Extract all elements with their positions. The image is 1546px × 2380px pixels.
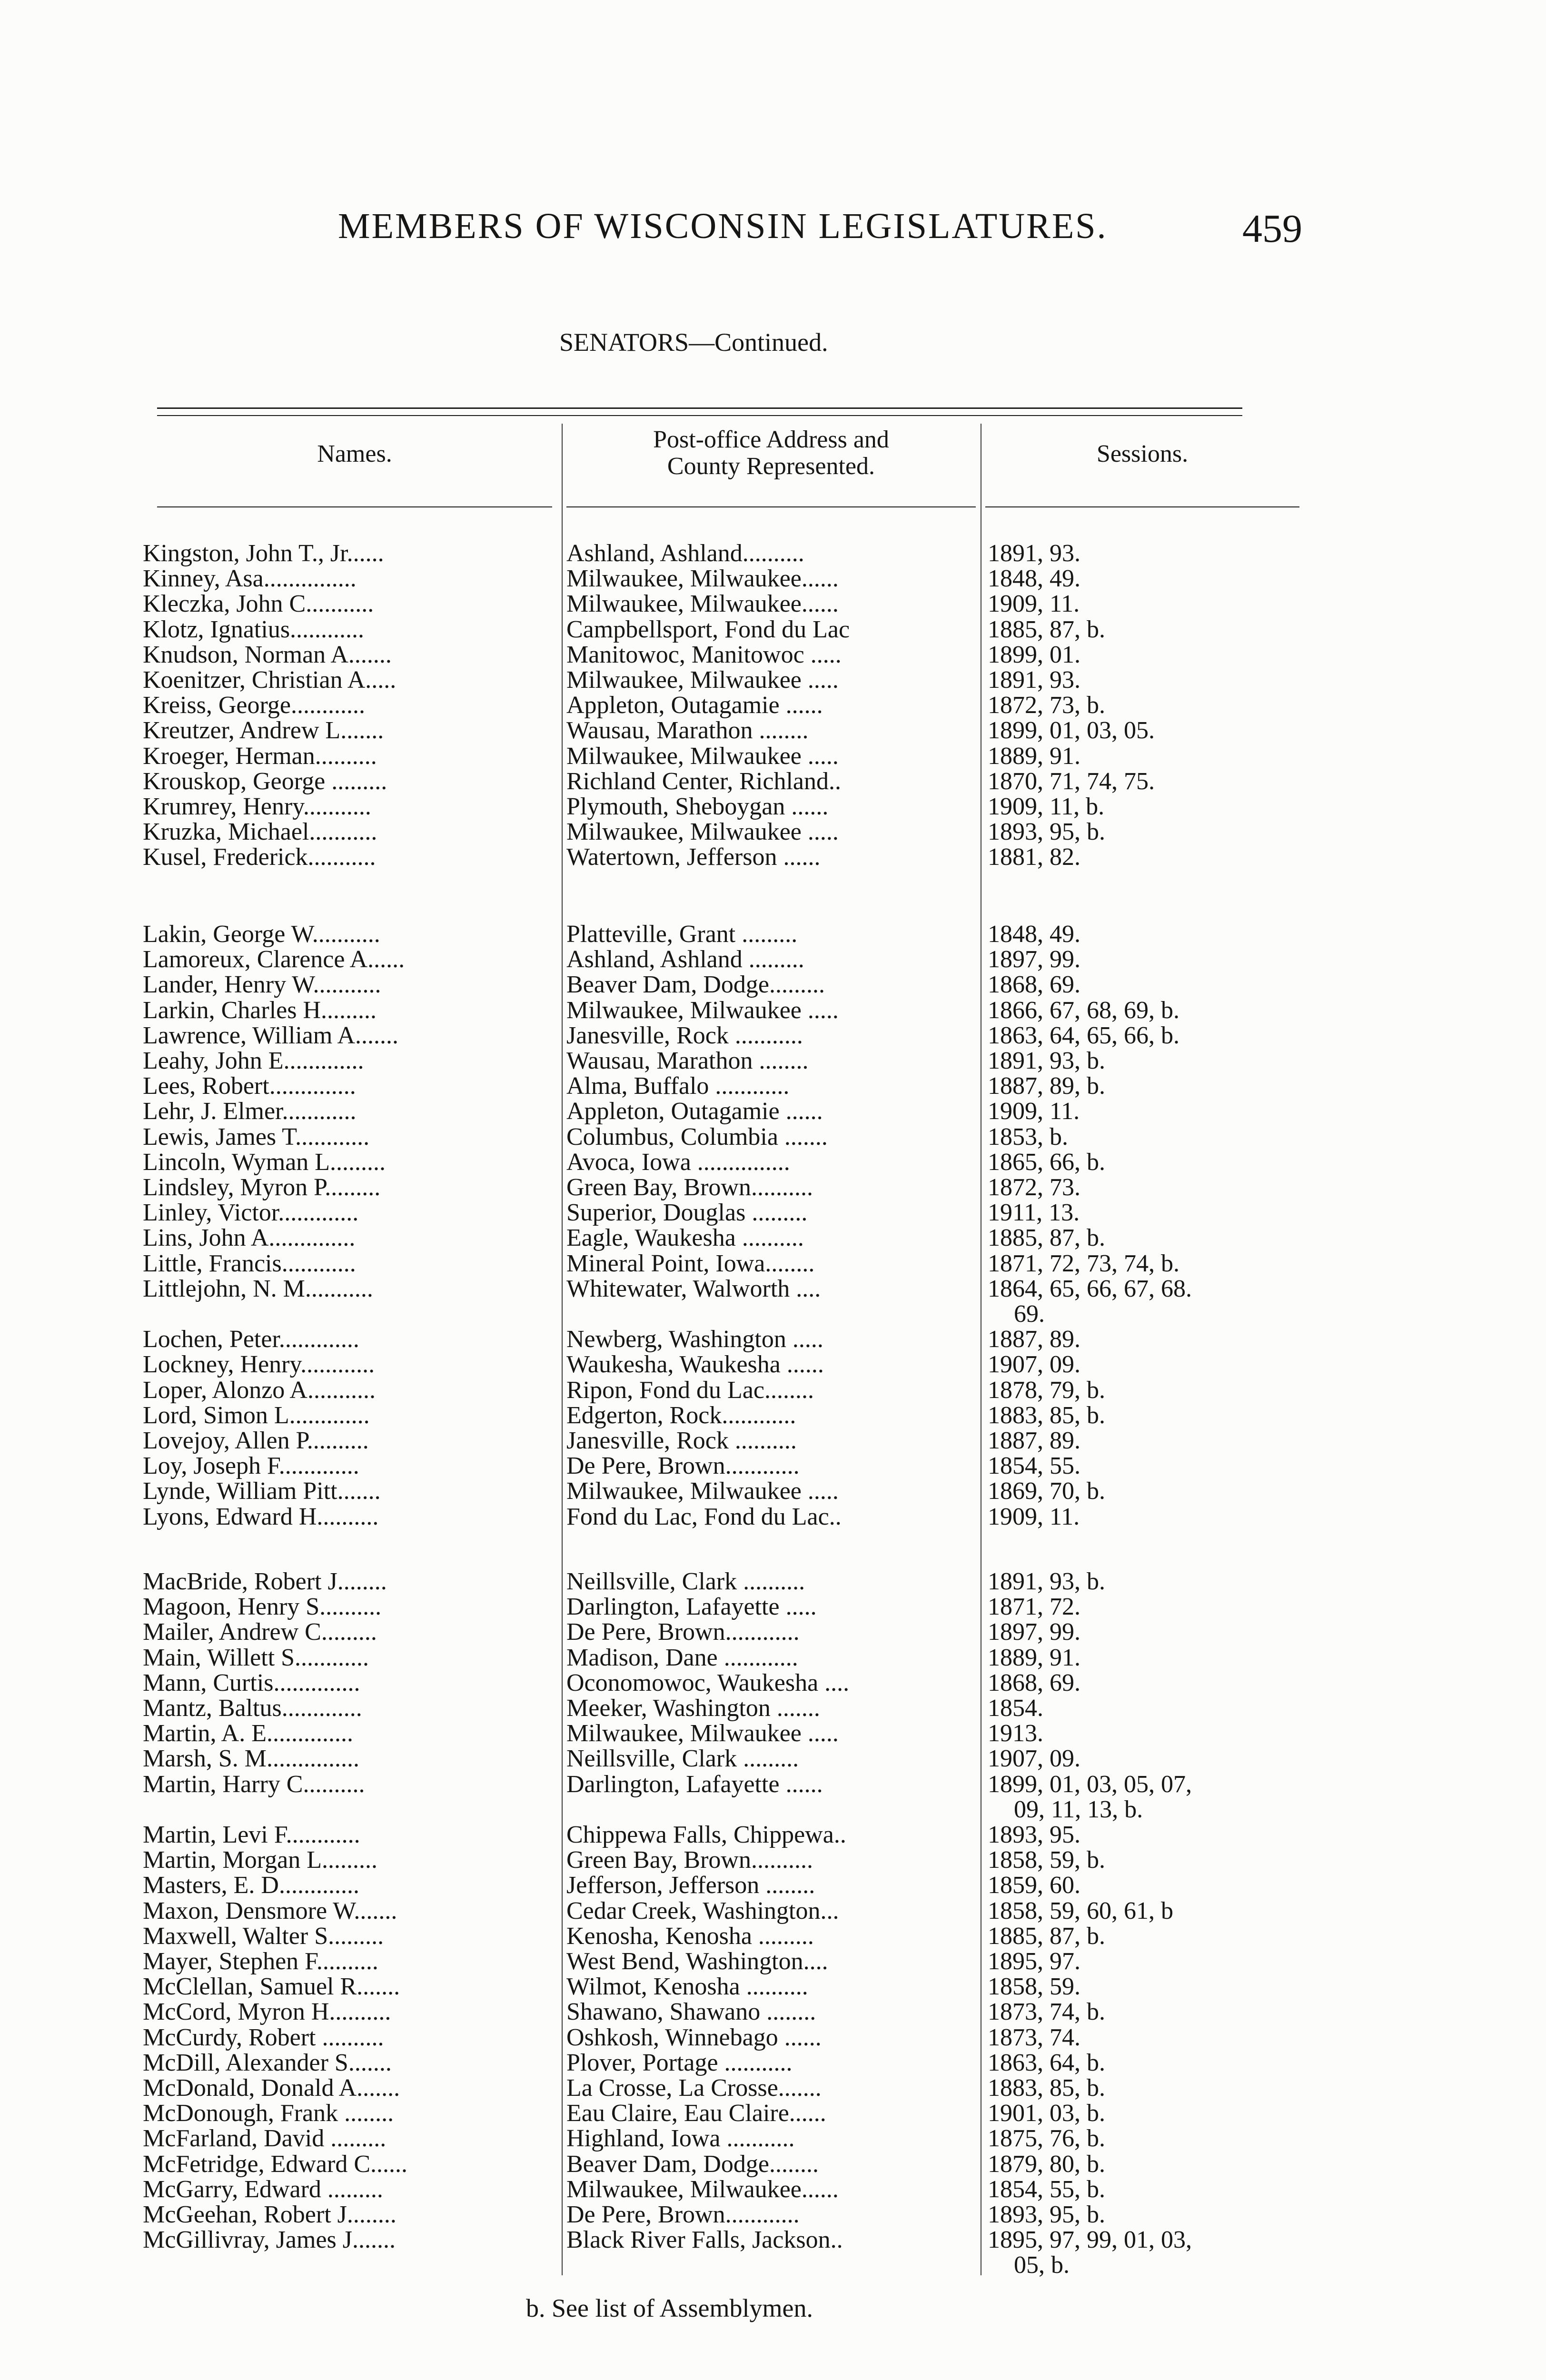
sessions-list: 1893, 95, b. bbox=[988, 818, 1105, 845]
post-office-address: Avoca, Iowa ............... bbox=[566, 1150, 790, 1175]
senator-name: Lincoln, Wyman L......... bbox=[143, 1150, 386, 1175]
sessions-list: 1911, 13. bbox=[988, 1199, 1080, 1226]
sessions-list: 1879, 80, b. bbox=[988, 2151, 1105, 2178]
senator-name: Kingston, John T., Jr...... bbox=[143, 541, 384, 566]
senator-name: Maxon, Densmore W....... bbox=[143, 1898, 397, 1924]
sessions-list: 1895, 97. bbox=[988, 1948, 1080, 1975]
post-office-address: Wausau, Marathon ........ bbox=[566, 1048, 809, 1074]
sessions-list: 1858, 59, 60, 61, b bbox=[988, 1897, 1173, 1924]
page-number: 459 bbox=[1242, 207, 1302, 251]
post-office-address: De Pere, Brown............ bbox=[566, 2202, 800, 2228]
post-office-address: Plover, Portage ........... bbox=[566, 2050, 793, 2076]
senator-name: Krouskop, George ......... bbox=[143, 769, 387, 794]
senator-name: Linley, Victor............. bbox=[143, 1200, 359, 1226]
sessions-list: 1887, 89, b. bbox=[988, 1072, 1105, 1100]
sessions-list: 1858, 59, b. bbox=[988, 1846, 1105, 1874]
senator-name: Krumrey, Henry........... bbox=[143, 794, 371, 820]
senator-name: Lander, Henry W........... bbox=[143, 972, 381, 998]
header-bottom-rule-sessions bbox=[985, 506, 1299, 507]
sessions-list: 1872, 73, b. bbox=[988, 692, 1105, 719]
post-office-address: Cedar Creek, Washington... bbox=[566, 1898, 839, 1924]
sessions-list: 1887, 89. bbox=[988, 1326, 1080, 1353]
post-office-address: Neillsville, Clark ......... bbox=[566, 1746, 799, 1772]
senator-name: McGillivray, James J....... bbox=[143, 2227, 396, 2253]
post-office-address: Milwaukee, Milwaukee ..... bbox=[566, 744, 839, 769]
sessions-list: 1883, 85, b. bbox=[988, 2074, 1105, 2102]
senator-name: Lehr, J. Elmer............ bbox=[143, 1099, 357, 1124]
senator-name: McCurdy, Robert .......... bbox=[143, 2025, 384, 2051]
post-office-address: Superior, Douglas ......... bbox=[566, 1200, 808, 1226]
post-office-address: Edgerton, Rock............ bbox=[566, 1403, 796, 1428]
post-office-address: Janesville, Rock ........... bbox=[566, 1023, 803, 1049]
post-office-address: Kenosha, Kenosha ......... bbox=[566, 1924, 814, 1949]
senator-name: McGarry, Edward ......... bbox=[143, 2177, 383, 2202]
senator-name: Leahy, John E............. bbox=[143, 1048, 364, 1074]
senator-name: Lewis, James T............ bbox=[143, 1124, 370, 1150]
senator-name: Lees, Robert.............. bbox=[143, 1073, 356, 1099]
post-office-address: Janesville, Rock .......... bbox=[566, 1428, 797, 1454]
post-office-address: Green Bay, Brown.......... bbox=[566, 1175, 813, 1200]
column-header-address bbox=[566, 426, 976, 480]
post-office-address: Milwaukee, Milwaukee ..... bbox=[566, 819, 839, 845]
post-office-address: Alma, Buffalo ............ bbox=[566, 1073, 790, 1099]
senator-name: Lakin, George W........... bbox=[143, 922, 380, 947]
sessions-list: 1899, 01, 03, 05, 07, bbox=[988, 1771, 1192, 1798]
sessions-list: 1889, 91. bbox=[988, 743, 1080, 770]
senator-name: Larkin, Charles H......... bbox=[143, 998, 377, 1023]
post-office-address: Milwaukee, Milwaukee...... bbox=[566, 2177, 839, 2202]
sessions-list: 1863, 64, b. bbox=[988, 2049, 1105, 2076]
sessions-list: 1854, 55, b. bbox=[988, 2176, 1105, 2203]
sessions-list: 1865, 66, b. bbox=[988, 1149, 1105, 1176]
post-office-address: Shawano, Shawano ........ bbox=[566, 1999, 816, 2025]
column-header-names: Names. bbox=[317, 440, 392, 467]
senator-name: McGeehan, Robert J........ bbox=[143, 2202, 396, 2228]
sessions-list: 1909, 11. bbox=[988, 590, 1080, 617]
post-office-address: Campbellsport, Fond du Lac bbox=[566, 617, 850, 643]
sessions-list: 1901, 03, b. bbox=[988, 2100, 1105, 2127]
sessions-list: 1868, 69. bbox=[988, 971, 1080, 998]
senator-name: McFetridge, Edward C...... bbox=[143, 2152, 408, 2177]
post-office-address: Eagle, Waukesha .......... bbox=[566, 1225, 804, 1251]
senator-name: Martin, Levi F............ bbox=[143, 1822, 360, 1848]
senator-name: Marsh, S. M............... bbox=[143, 1746, 360, 1772]
header-bottom-rule-names bbox=[157, 506, 552, 507]
senator-name: McDill, Alexander S....... bbox=[143, 2050, 392, 2076]
sessions-list: 1889, 91. bbox=[988, 1644, 1080, 1671]
post-office-address: Wausau, Marathon ........ bbox=[566, 718, 809, 744]
sessions-continuation: 05, b. bbox=[1014, 2251, 1070, 2279]
senator-name: Koenitzer, Christian A..... bbox=[143, 667, 396, 693]
post-office-address: Darlington, Lafayette ..... bbox=[566, 1594, 817, 1620]
senator-name: McCord, Myron H.......... bbox=[143, 1999, 391, 2025]
sessions-list: 1899, 01. bbox=[988, 641, 1080, 668]
senator-name: Mayer, Stephen F.......... bbox=[143, 1949, 378, 1974]
senator-name: McFarland, David ......... bbox=[143, 2126, 386, 2152]
senator-name: Little, Francis............ bbox=[143, 1251, 356, 1277]
senator-name: Martin, A. E.............. bbox=[143, 1721, 353, 1746]
sessions-list: 1895, 97, 99, 01, 03, bbox=[988, 2226, 1192, 2253]
post-office-address: De Pere, Brown............ bbox=[566, 1453, 800, 1479]
post-office-address: De Pere, Brown............ bbox=[566, 1619, 800, 1645]
sessions-list: 1893, 95. bbox=[988, 1821, 1080, 1848]
post-office-address: Plymouth, Sheboygan ...... bbox=[566, 794, 829, 820]
post-office-address: Green Bay, Brown.......... bbox=[566, 1847, 813, 1873]
sessions-continuation: 69. bbox=[1014, 1300, 1045, 1328]
section-title: SENATORS—Continued. bbox=[559, 328, 828, 357]
footnote: b. See list of Assemblymen. bbox=[526, 2294, 813, 2322]
sessions-list: 1893, 95, b. bbox=[988, 2201, 1105, 2228]
sessions-list: 1883, 85, b. bbox=[988, 1402, 1105, 1429]
post-office-address: Watertown, Jefferson ...... bbox=[566, 844, 821, 870]
sessions-list: 1885, 87, b. bbox=[988, 616, 1105, 643]
senator-name: Klotz, Ignatius............ bbox=[143, 617, 365, 643]
post-office-address: Oshkosh, Winnebago ...... bbox=[566, 2025, 822, 2051]
column-header-sessions: Sessions. bbox=[1096, 440, 1189, 467]
senator-name: Lindsley, Myron P......... bbox=[143, 1175, 381, 1200]
senator-name: Lawrence, William A....... bbox=[143, 1023, 399, 1049]
post-office-address: Milwaukee, Milwaukee ..... bbox=[566, 998, 839, 1023]
running-header: MEMBERS OF WISCONSIN LEGISLATURES. bbox=[338, 206, 1108, 246]
senator-name: Mann, Curtis.............. bbox=[143, 1670, 360, 1696]
post-office-address: Chippewa Falls, Chippewa.. bbox=[566, 1822, 846, 1848]
post-office-address: Fond du Lac, Fond du Lac.. bbox=[566, 1504, 842, 1530]
post-office-address: Neillsville, Clark .......... bbox=[566, 1569, 805, 1595]
post-office-address: Columbus, Columbia ....... bbox=[566, 1124, 828, 1150]
sessions-list: 1891, 93. bbox=[988, 540, 1080, 567]
post-office-address: West Bend, Washington.... bbox=[566, 1949, 828, 1974]
sessions-list: 1891, 93. bbox=[988, 666, 1080, 694]
post-office-address: Manitowoc, Manitowoc ..... bbox=[566, 642, 842, 668]
senator-name: Knudson, Norman A....... bbox=[143, 642, 392, 668]
senator-name: Kleczka, John C........... bbox=[143, 591, 374, 617]
sessions-list: 1913. bbox=[988, 1720, 1043, 1747]
sessions-list: 1887, 89. bbox=[988, 1427, 1080, 1454]
senator-name: Magoon, Henry S.......... bbox=[143, 1594, 382, 1620]
post-office-address: Wilmot, Kenosha .......... bbox=[566, 1974, 808, 2000]
senator-name: Kreiss, George............ bbox=[143, 693, 365, 718]
sessions-list: 1870, 71, 74, 75. bbox=[988, 768, 1155, 795]
sessions-list: 1854, 55. bbox=[988, 1452, 1080, 1479]
senator-name: Lovejoy, Allen P.......... bbox=[143, 1428, 369, 1454]
sessions-list: 1899, 01, 03, 05. bbox=[988, 717, 1155, 744]
table-top-rule-thin bbox=[157, 415, 1242, 416]
post-office-address: Highland, Iowa ........... bbox=[566, 2126, 795, 2152]
post-office-address: Meeker, Washington ....... bbox=[566, 1696, 820, 1721]
post-office-address: Eau Claire, Eau Claire...... bbox=[566, 2101, 826, 2126]
sessions-list: 1848, 49. bbox=[988, 921, 1080, 948]
post-office-address: Appleton, Outagamie ...... bbox=[566, 693, 823, 718]
sessions-list: 1866, 67, 68, 69, b. bbox=[988, 997, 1179, 1024]
column-divider-1 bbox=[562, 424, 563, 2275]
column-header-address-line2: County Represented. bbox=[667, 453, 875, 480]
post-office-address: Ashland, Ashland ......... bbox=[566, 947, 804, 972]
post-office-address: Milwaukee, Milwaukee ..... bbox=[566, 1478, 839, 1504]
sessions-list: 1878, 79, b. bbox=[988, 1377, 1105, 1404]
sessions-list: 1885, 87, b. bbox=[988, 1923, 1105, 1950]
post-office-address: Milwaukee, Milwaukee ..... bbox=[566, 1721, 839, 1746]
sessions-list: 1848, 49. bbox=[988, 565, 1080, 592]
sessions-list: 1859, 60. bbox=[988, 1872, 1080, 1899]
post-office-address: La Crosse, La Crosse....... bbox=[566, 2075, 822, 2101]
header-bottom-rule-address bbox=[566, 506, 976, 507]
sessions-list: 1863, 64, 65, 66, b. bbox=[988, 1022, 1179, 1049]
sessions-list: 1891, 93, b. bbox=[988, 1568, 1105, 1595]
senator-name: McClellan, Samuel R....... bbox=[143, 1974, 400, 2000]
post-office-address: Milwaukee, Milwaukee...... bbox=[566, 591, 839, 617]
senator-name: Lockney, Henry............ bbox=[143, 1352, 375, 1378]
post-office-address: Beaver Dam, Dodge........ bbox=[566, 2152, 819, 2177]
post-office-address: Darlington, Lafayette ...... bbox=[566, 1772, 823, 1797]
sessions-list: 1891, 93, b. bbox=[988, 1047, 1105, 1074]
sessions-list: 1868, 69. bbox=[988, 1669, 1080, 1696]
sessions-list: 1885, 87, b. bbox=[988, 1224, 1105, 1251]
sessions-list: 1881, 82. bbox=[988, 843, 1080, 871]
senator-name: Kruzka, Michael........... bbox=[143, 819, 377, 845]
sessions-list: 1873, 74, b. bbox=[988, 1998, 1105, 2025]
post-office-address: Ripon, Fond du Lac........ bbox=[566, 1378, 814, 1403]
senator-name: Loper, Alonzo A........... bbox=[143, 1378, 376, 1403]
senator-name: McDonough, Frank ........ bbox=[143, 2101, 394, 2126]
senator-name: McDonald, Donald A....... bbox=[143, 2075, 400, 2101]
table-top-rule bbox=[157, 407, 1242, 409]
post-office-address: Ashland, Ashland.......... bbox=[566, 541, 804, 566]
sessions-list: 1909, 11. bbox=[988, 1503, 1080, 1530]
senator-name: MacBride, Robert J........ bbox=[143, 1569, 387, 1595]
senator-name: Lins, John A.............. bbox=[143, 1225, 356, 1251]
post-office-address: Madison, Dane ............ bbox=[566, 1645, 798, 1671]
sessions-list: 1872, 73. bbox=[988, 1174, 1080, 1201]
senator-name: Loy, Joseph F............. bbox=[143, 1453, 359, 1479]
post-office-address: Milwaukee, Milwaukee...... bbox=[566, 566, 839, 592]
post-office-address: Waukesha, Waukesha ...... bbox=[566, 1352, 824, 1378]
senator-name: Main, Willett S............ bbox=[143, 1645, 369, 1671]
post-office-address: Mineral Point, Iowa........ bbox=[566, 1251, 815, 1277]
senator-name: Lyons, Edward H.......... bbox=[143, 1504, 379, 1530]
sessions-list: 1854. bbox=[988, 1695, 1043, 1722]
senator-name: Lynde, William Pitt....... bbox=[143, 1478, 381, 1504]
sessions-list: 1871, 72, 73, 74, b. bbox=[988, 1250, 1179, 1277]
sessions-list: 1907, 09. bbox=[988, 1351, 1080, 1378]
senator-name: Littlejohn, N. M........... bbox=[143, 1276, 373, 1302]
post-office-address: Oconomowoc, Waukesha .... bbox=[566, 1670, 850, 1696]
post-office-address: Black River Falls, Jackson.. bbox=[566, 2227, 843, 2253]
sessions-list: 1853, b. bbox=[988, 1123, 1068, 1150]
sessions-list: 1907, 09. bbox=[988, 1745, 1080, 1772]
post-office-address: Appleton, Outagamie ...... bbox=[566, 1099, 823, 1124]
senator-name: Lord, Simon L............. bbox=[143, 1403, 370, 1428]
senator-name: Martin, Harry C.......... bbox=[143, 1772, 365, 1797]
post-office-address: Whitewater, Walworth .... bbox=[566, 1276, 821, 1302]
post-office-address: Beaver Dam, Dodge......... bbox=[566, 972, 825, 998]
sessions-list: 1858, 59. bbox=[988, 1973, 1080, 2000]
senator-name: Kroeger, Herman.......... bbox=[143, 744, 377, 769]
sessions-list: 1897, 99. bbox=[988, 1618, 1080, 1646]
sessions-continuation: 09, 11, 13, b. bbox=[1014, 1796, 1143, 1823]
post-office-address: Richland Center, Richland.. bbox=[566, 769, 842, 794]
senator-name: Lochen, Peter............. bbox=[143, 1327, 359, 1352]
senator-name: Mailer, Andrew C......... bbox=[143, 1619, 377, 1645]
senator-name: Martin, Morgan L......... bbox=[143, 1847, 377, 1873]
senator-name: Maxwell, Walter S......... bbox=[143, 1924, 384, 1949]
sessions-list: 1873, 74. bbox=[988, 2024, 1080, 2051]
sessions-list: 1909, 11, b. bbox=[988, 793, 1105, 820]
sessions-list: 1875, 76, b. bbox=[988, 2125, 1105, 2152]
sessions-list: 1864, 65, 66, 67, 68. bbox=[988, 1275, 1192, 1302]
sessions-list: 1897, 99. bbox=[988, 946, 1080, 973]
senator-name: Mantz, Baltus............. bbox=[143, 1696, 362, 1721]
post-office-address: Jefferson, Jefferson ........ bbox=[566, 1873, 815, 1898]
post-office-address: Milwaukee, Milwaukee ..... bbox=[566, 667, 839, 693]
senator-name: Masters, E. D............. bbox=[143, 1873, 359, 1898]
post-office-address: Newberg, Washington ..... bbox=[566, 1327, 823, 1352]
senator-name: Kinney, Asa............... bbox=[143, 566, 357, 592]
senator-name: Lamoreux, Clarence A...... bbox=[143, 947, 405, 972]
sessions-list: 1871, 72. bbox=[988, 1593, 1080, 1620]
sessions-list: 1869, 70, b. bbox=[988, 1478, 1105, 1505]
senator-name: Kusel, Frederick........... bbox=[143, 844, 376, 870]
post-office-address: Platteville, Grant ......... bbox=[566, 922, 798, 947]
sessions-list: 1909, 11. bbox=[988, 1098, 1080, 1125]
senator-name: Kreutzer, Andrew L....... bbox=[143, 718, 384, 744]
column-header-address-line1: Post-office Address and bbox=[653, 426, 889, 453]
